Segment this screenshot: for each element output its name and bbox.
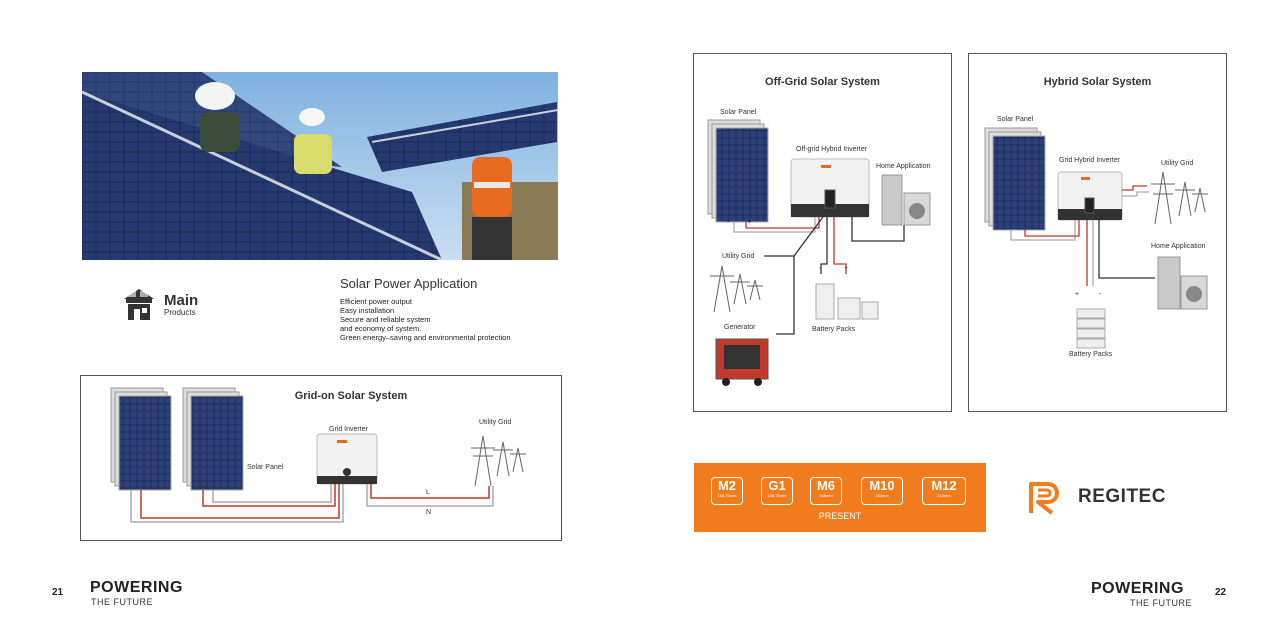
- the-future-subheading: THE FUTURE: [91, 597, 153, 607]
- cell-size-banner: [694, 463, 986, 532]
- cell-code: M6: [816, 478, 836, 493]
- cell-size: 182mm: [875, 493, 889, 498]
- minus-sign: -: [819, 265, 822, 272]
- powering-heading: POWERING: [90, 579, 183, 596]
- solar-installation-photo: [82, 72, 558, 260]
- line-l-label: L: [426, 489, 430, 496]
- solar-panel-label: Solar Panel: [247, 464, 284, 471]
- plus-sign: +: [148, 485, 153, 492]
- page-number: 21: [52, 587, 64, 598]
- hybrid-title: Hybrid Solar System: [1043, 76, 1152, 88]
- bullet: and economy of system.: [340, 324, 422, 333]
- cell-chip-g1: [761, 477, 793, 505]
- cell-chip-m12: [922, 477, 966, 505]
- bullet: Easy installation: [340, 306, 395, 315]
- plus-sign: +: [200, 485, 205, 492]
- home-application-label: Home Application: [1151, 243, 1206, 250]
- inverter-label: Off-grid Hybrid Inverter: [796, 146, 868, 153]
- cell-code: M10: [869, 478, 895, 493]
- plus-sign: +: [844, 265, 849, 272]
- plus-sign: +: [1024, 226, 1029, 233]
- cell-chip-m2: [711, 477, 743, 505]
- generator-label: Generator: [724, 324, 756, 331]
- line-n-label: N: [426, 509, 432, 516]
- cell-chip-m6: [810, 477, 842, 505]
- house-icon: [122, 287, 156, 326]
- minus-sign: -: [727, 219, 730, 226]
- application-title: Solar Power Application: [340, 276, 478, 291]
- powering-heading: POWERING: [1091, 580, 1184, 597]
- cell-code: M12: [931, 478, 957, 493]
- battery-packs-label: Battery Packs: [812, 326, 856, 333]
- minus-sign: -: [1003, 226, 1006, 233]
- solar-panel-label: Solar Panel: [997, 116, 1034, 123]
- utility-grid-label: Utility Grid: [479, 419, 512, 426]
- off-grid-title: Off-Grid Solar System: [765, 76, 880, 88]
- cell-size: 166mm: [819, 493, 833, 498]
- minus-sign: -: [1099, 291, 1102, 298]
- utility-grid-label: Utility Grid: [1161, 160, 1194, 167]
- bullet: Efficient power output: [340, 297, 412, 306]
- inverter-label: Grid Hybrid Inverter: [1059, 157, 1121, 164]
- hybrid-diagram: [968, 53, 1227, 412]
- plus-sign: +: [1075, 291, 1080, 298]
- minus-sign: -: [220, 485, 223, 492]
- cell-chip-m10: [861, 477, 903, 505]
- the-future-subheading: THE FUTURE: [1130, 598, 1192, 608]
- bullet: Green energy–saving and environmental protection: [340, 333, 511, 342]
- section-title: Main: [164, 292, 199, 309]
- off-grid-diagram: [693, 53, 952, 412]
- present-caption: PRESENT: [818, 511, 862, 521]
- cell-size: 156.75mm: [717, 493, 737, 498]
- utility-grid-label: Utility Grid: [722, 253, 755, 260]
- minus-sign: -: [128, 485, 131, 492]
- bullet: Secure and reliable system: [340, 315, 431, 324]
- plus-sign: +: [747, 219, 752, 226]
- solar-panel-label: Solar Panel: [720, 109, 757, 116]
- grid-on-title: Grid-on Solar System: [294, 390, 408, 402]
- grid-on-diagram: [80, 375, 562, 541]
- cell-code: G1: [768, 478, 786, 493]
- cell-size: 158.75mm: [767, 493, 787, 498]
- cell-size: 210mm: [937, 493, 951, 498]
- home-application-label: Home Application: [876, 163, 931, 170]
- regitec-logo-icon: [1028, 481, 1064, 520]
- cell-code: M2: [717, 478, 737, 493]
- page-number: 22: [1215, 587, 1227, 598]
- battery-packs-label: Battery Packs: [1069, 351, 1113, 358]
- grid-inverter-label: Grid Inverter: [329, 426, 368, 433]
- application-bullets: [340, 297, 511, 342]
- brand-name: REGITEC: [1078, 486, 1166, 507]
- section-subtitle: Products: [164, 308, 196, 317]
